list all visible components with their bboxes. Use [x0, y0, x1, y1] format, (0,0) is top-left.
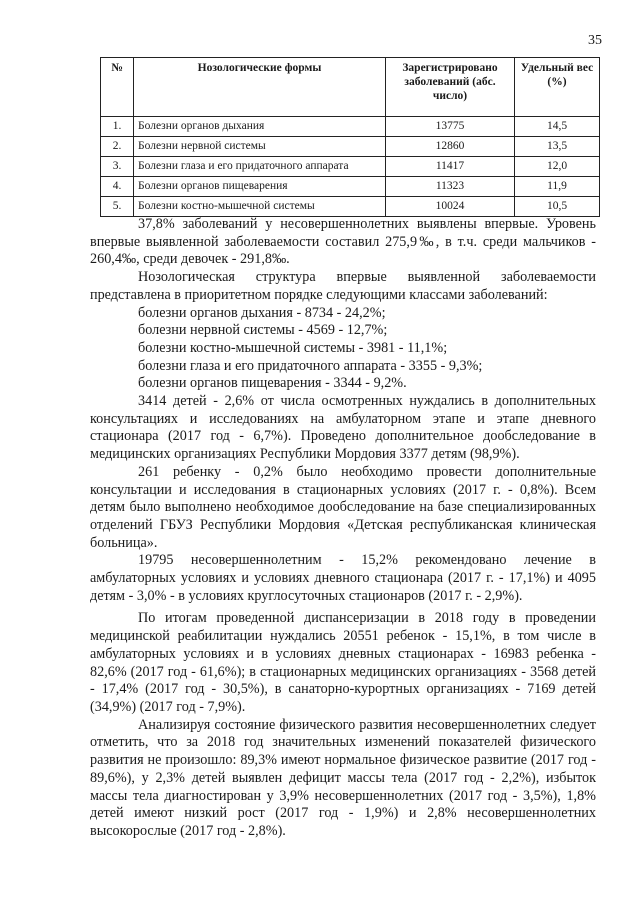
paragraph: 261 ребенку - 0,2% было необходимо провести дополнительные консультации и исследования в стационарных условиях (2017 г. - 0,8%). Всем детям было выполнено необходимое дообследование на базе специализированных отделений ГБУЗ Республики Мордовия «Детская республиканская клиническая больница».: [90, 463, 596, 551]
cell-form: Болезни органов пищеварения: [134, 177, 386, 197]
cell-weight: 12,0: [515, 157, 600, 177]
cell-weight: 10,5: [515, 197, 600, 217]
cell-registered: 11323: [386, 177, 515, 197]
table-row: [101, 197, 600, 217]
cell-form: Болезни глаза и его придаточного аппарата: [134, 157, 386, 177]
header-num: №: [101, 58, 134, 117]
cell-registered: 12860: [386, 137, 515, 157]
paragraph: 19795 несовершеннолетним - 15,2% рекомендовано лечение в амбулаторных условиях и условиях дневного стационара (2017 г. - 17,1%) и 4095 детям - 3,0% - в условиях круглосуточных стационаров (2017 г. - 2,9%).: [90, 552, 596, 604]
table-row: [101, 137, 600, 157]
paragraph: Анализируя состояние физического развития несовершеннолетних следует отметить, что за 2018 год значительных изменений показателей физического развития не произошло: 89,3% имеют нормальное физическое развитие (2017 год - 89,6%), у 2,3% детей выявлен дефицит массы тела (2017 год - 2,2%), избыток массы тела диагностирован у 3,9% несовершеннолетних (2017 год - 3,5%), 1,8% детей имеют низкий рост (2017 год - 1,9%) и 2,8% несовершеннолетних высокорослые (2017 год - 2,8%).: [90, 716, 596, 839]
cell-registered: 10024: [386, 197, 515, 217]
paragraph: 3414 детей - 2,6% от числа осмотренных нуждались в дополнительных консультациях и исследованиях на амбулаторном этапе и этапе дневного стационара (2017 год - 6,7%). Проведено дополнительное дообследование в медицинских организациях Республики Мордовия 3377 детям (98,9%).: [90, 393, 596, 463]
header-registered: Зарегистрировано заболеваний (абс. число): [386, 58, 515, 117]
cell-num: 2.: [101, 137, 134, 157]
cell-form: Болезни костно-мышечной системы: [134, 197, 386, 217]
list-item: болезни органов пищеварения - 3344 - 9,2%.: [138, 375, 407, 392]
table-body: [101, 117, 600, 217]
nosology-table: [100, 57, 600, 217]
cell-registered: 11417: [386, 157, 515, 177]
table-row: [101, 157, 600, 177]
paragraph: По итогам проведенной диспансеризации в 2018 году в проведении медицинской реабилитации нуждались 20551 ребенок - 15,1%, в том числе в амбулаторных условиях и в условиях дневных стационарах - 16983 ребенка - 82,6% (2017 год - 61,6%); в стационарных медицинских организациях - 3568 детей - 17,4% (2017 год - 30,5%), в санаторно-курортных организациях - 7169 детей (34,9%) (2017 год - 7,9%).: [90, 610, 596, 715]
header-form: Нозологические формы: [134, 58, 386, 117]
paragraph: Нозологическая структура впервые выявленной заболеваемости представлена в приоритетном порядке следующими классами заболеваний:: [90, 269, 596, 303]
cell-weight: 14,5: [515, 117, 600, 137]
table-row: [101, 117, 600, 137]
list-item: болезни органов дыхания - 8734 - 24,2%;: [138, 304, 386, 321]
cell-weight: 11,9: [515, 177, 600, 197]
cell-num: 4.: [101, 177, 134, 197]
list-item: болезни нервной системы - 4569 - 12,7%;: [138, 322, 388, 339]
list-item: болезни костно-мышечной системы - 3981 - 11,1%;: [138, 339, 448, 356]
cell-num: 3.: [101, 157, 134, 177]
header-weight: Удельный вес (%): [515, 58, 600, 117]
cell-registered: 13775: [386, 117, 515, 137]
cell-num: 5.: [101, 197, 134, 217]
table-header-row: [101, 58, 600, 117]
cell-form: Болезни нервной системы: [134, 137, 386, 157]
page-number: 35: [588, 33, 602, 48]
table-row: [101, 177, 600, 197]
cell-form: Болезни органов дыхания: [134, 117, 386, 137]
cell-weight: 13,5: [515, 137, 600, 157]
paragraph: 37,8% заболеваний у несовершеннолетних выявлены впервые. Уровень впервые выявленной заболеваемости составил 275,9‰, в т.ч. среди мальчиков - 260,4‰, среди девочек - 291,8‰.: [90, 216, 596, 268]
body-text: [90, 216, 596, 841]
cell-num: 1.: [101, 117, 134, 137]
list-item: болезни глаза и его придаточного аппарата - 3355 - 9,3%;: [138, 357, 483, 374]
